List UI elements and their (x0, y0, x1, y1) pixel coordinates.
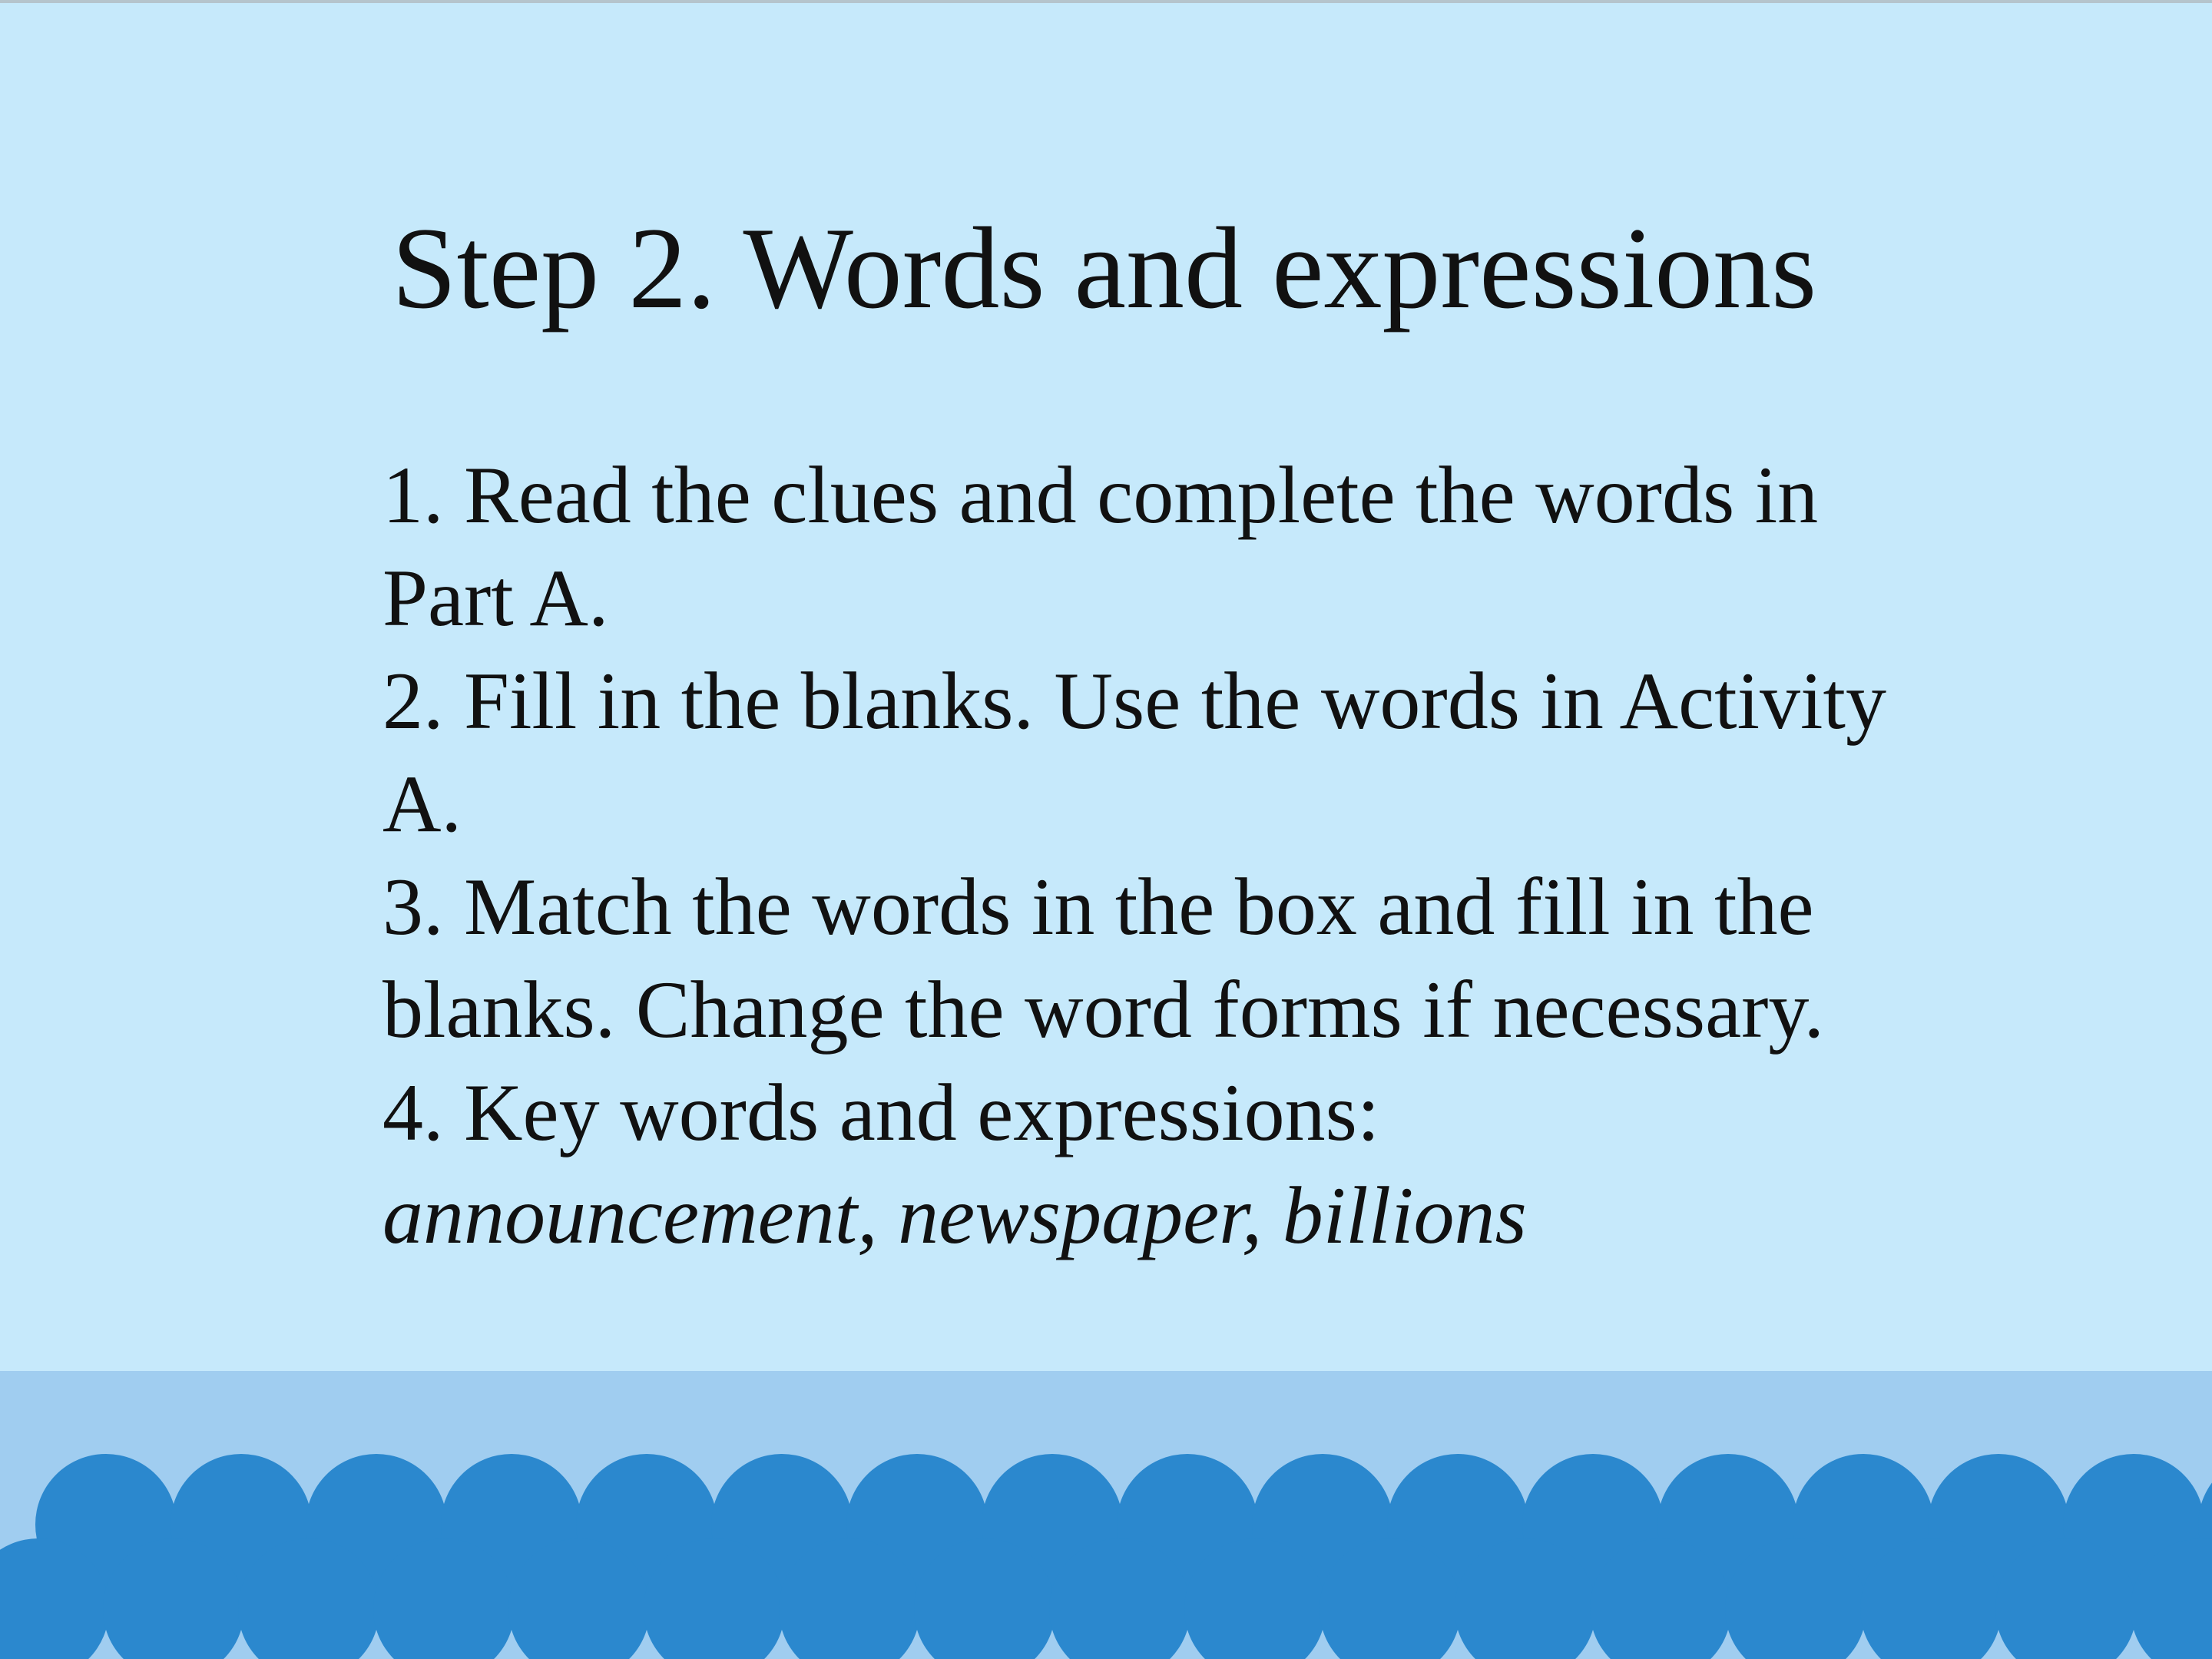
instruction-item-2: 2. Fill in the blanks. Use the words in Activity A. (382, 656, 1886, 849)
scallop-wave-icon (0, 1371, 2212, 1659)
top-border-line (0, 0, 2212, 3)
instruction-item-3: 3. Match the words in the box and fill in the blanks. Change the word forms if necessary. (382, 862, 1825, 1055)
instruction-item-4: 4. Key words and expressions: (382, 1068, 1380, 1157)
instruction-item-1: 1. Read the clues and complete the words in Part A. (382, 450, 1819, 643)
key-words-list: announcement, newspaper, billions (382, 1171, 1527, 1260)
slide-body (382, 444, 1949, 1267)
slide-title: Step 2. Words and expressions (392, 204, 1817, 333)
